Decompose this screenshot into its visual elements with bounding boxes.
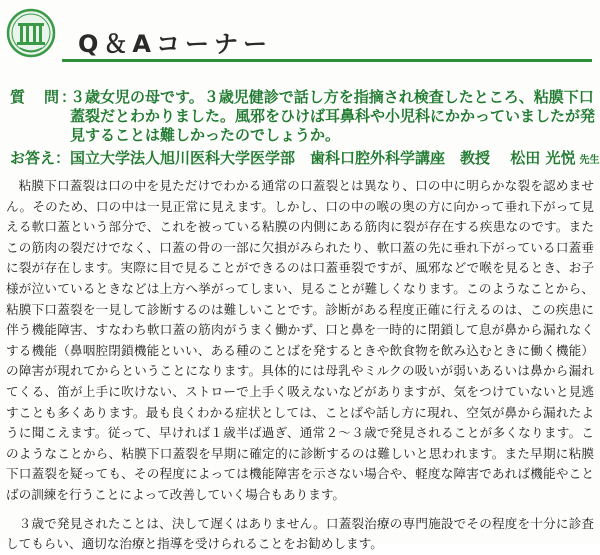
respondent-name: 国立大学法人旭川医科大学医学部 歯科口腔外科学講座 教授 松田 光悦 (70, 149, 576, 167)
respondent-line (70, 149, 599, 170)
question-label: 質 問： (10, 88, 79, 106)
body-paragraph-2: ３歳で発見されたことは、決して遅くはありません。口蓋裂治療の専門施設でその程度を十分に診査してもらい、適切な治療と指導を受けられることをお勧めします。 (6, 515, 594, 552)
question-text: ３歳女児の母です。３歳児健診で話し方を指摘され検査したところ、粘膜下口蓋裂だとわかりました。風邪をひけば耳鼻科や小児科にかかっていましたが発見することは難しかったのでしょうか。 (70, 88, 596, 144)
body-paragraph-1: 粘膜下口蓋裂は口の中を見ただけでわかる通常の口蓋裂とは異なり、口の中に明らかな裂を認めません。そのため、口の中は一見正常に見えます。しかし、口の中の喉の奥の方に向かって垂れ下がって見える軟口蓋という部分で、これを被っている粘膜の内側にある筋肉に裂が存在する疾患なのです。またこの筋肉の裂だけでなく、口蓋の骨の一部に欠損がみられたり、軟口蓋の先に垂れ下がっている口蓋垂に裂が存在します。実際に目で見ることができるのは口蓋垂裂ですが、風邪などで喉を見るとき、お子様が泣いているときなどは上方へ挙がってしまい、見ることが難しくなります。このようなことから、粘膜下口蓋裂を一見して診断するのは難しいことです。診断がある程度正確に行えるのは、この疾患に伴う機能障害、すなわち軟口蓋の筋肉がうまく働かず、口と鼻を一時的に閉鎖して息が鼻から漏れなくする機能（鼻咽腔閉鎖機能といい、ある種のことばを発するときや飲食物を飲み込むときに働く機能）の障害が現れてからということになります。具体的には母乳やミルクの吸いが弱いあるいは鼻から漏れてくる、笛が上手に吹けない、ストローで上手く吸えないなどがありますが、気をつけていないと見逃すことも多くあります。最も良くわかる症状としては、ことばや話し方に現れ、空気が鼻から漏れたように聞こえます。従って、早ければ１歳半ば過ぎ、通常２～３歳で発見されることが多くなります。このようなことから、粘膜下口蓋裂を早期に確定的に診断するのは難しいと思われます。また早期に粘膜下口蓋裂を疑っても、その程度によっては機能障害を示さない場合や、軽度な障害であれば機能やことばの訓練を行うことによって改善していく場合もあります。 (6, 178, 595, 502)
title-divider (62, 59, 592, 62)
page-title: Q＆Aコーナー (78, 30, 272, 58)
pillar-emblem-icon (6, 8, 56, 58)
answer-label: お答え： (10, 149, 71, 167)
answer-body (6, 176, 594, 555)
respondent-honorific: 先生 (579, 155, 600, 166)
